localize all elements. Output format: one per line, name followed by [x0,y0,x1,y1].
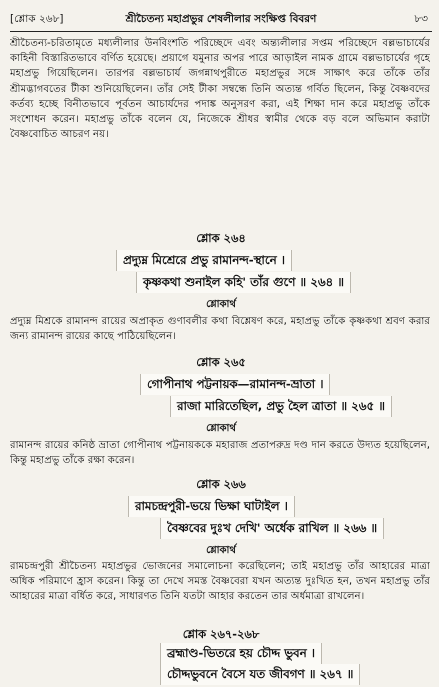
running-header [10,12,432,28]
verse-text [10,496,432,540]
verse-heading: শ্লোক ২৬৪ [196,231,246,245]
intro-paragraph-text: শ্রীচৈতন্য-চরিতামৃতে মধ্যলীলার উনবিংশতি পরিচ্ছেদে এবং অন্ত্যলীলার সপ্তম পরিচ্ছেদে বল্লভাচার্যের কাহিনী বিস্তারিতভাবে বর্ণিত হয়েছে। প্রয়াগে যমুনার অপর পারে আড়াইল নামক গ্রামে বল্লভাচার্যের গৃহে মহাপ্রভু গিয়েছিলেন। তারপর বল্লভাচার্য জগন্নাথপুরীতে মহাপ্রভুর সঙ্গে সাক্ষাৎ করে তাঁকে তাঁর শ্রীমদ্ভাগবতের টীকা শুনিয়েছিলেন। তাঁর সেই টীকা সম্বন্ধে তিনি অত্যন্ত গর্বিত ছিলেন, কিন্তু বৈষ্ণবদের কর্তব্য হচ্ছে বিনীতভাবে পূর্বতন আচার্যদের পদাঙ্ক অনুসরণ করা, এই শিক্ষা দান করে মহাপ্রভু তাঁকে সংশোধন করেন। মহাপ্রভু তাঁকে বলেন যে, নিজেকে শ্রীধর স্বামীর থেকে বড় বলে অভিমান করাটা বৈষ্ণবোচিত আচরণ নয়। [10,38,430,141]
verse-text [10,374,432,418]
verse-text [10,250,432,294]
translation-text: প্রদ্যুম্ন মিশ্রকে রামানন্দ রায়ের অপ্রাকৃত গুণাবলীর কথা বিশ্লেষণ করে, মহাপ্রভু তাঁকে কৃষ্ণকথা শ্রবণ করার জন্য রামানন্দ রায়ের কাছে পাঠিয়েছিলেন। [10,316,430,343]
verse-line: গোপীনাথ পট্টনায়ক—রামানন্দ-ভ্রাতা । [140,374,330,395]
intro-paragraph [10,36,430,222]
translation-paragraph [10,559,430,621]
verse-line: প্রদ্যুম্ন মিশ্রেরে প্রভু রামানন্দ-স্থানে । [116,250,292,271]
verse-line: রাজা মারিতেছিল, প্রভু হৈল ত্রাতা ॥ ২৬৫ ॥ [170,396,392,417]
verse-line: রামচন্দ্রপুরী-ভয়ে ভিক্ষা ঘাটাইল । [128,496,295,517]
verse-line: ব্রহ্মাণ্ড-ভিতরে হয় চৌদ্দ ভুবন । [160,643,322,664]
page-number: ৮৩ [414,13,428,25]
verse-line: বৈষ্ণবের দুঃখ দেখি' অর্ধেক রাখিল ॥ ২৬৬ ॥ [160,518,384,539]
translation-label: শ্লোকার্থ [206,299,236,310]
translation-text: রামানন্দ রায়ের কনিষ্ঠ ভ্রাতা গোপীনাথ পট্টনায়ককে মহারাজ প্রতাপরুদ্র দণ্ড দান করতে উদ্যত হয়েছিলেন, কিন্তু মহাপ্রভু তাঁকে রক্ষা করেন। [10,440,430,467]
verse-heading: শ্লোক ২৬৫ [196,355,246,369]
book-page [10,0,432,687]
header-verse-ref: [শ্লোক ২৬৮] [10,13,64,25]
verse-line: চৌদ্দভুবনে বৈসে যত জীবগণ ॥ ২৬৭ ॥ [160,664,360,685]
translation-text: রামচন্দ্রপুরী শ্রীচৈতন্য মহাপ্রভুর ভোজনের সমালোচনা করেছিলেন; তাই মহাপ্রভু তাঁর আহারের মাত্রা অধিক পরিমাণে হ্রাস করেন। কিন্তু তা দেখে সমস্ত বৈষ্ণবেরা যখন অত্যন্ত দুঃখিত হন, তখন মহাপ্রভু তাঁর আহারের মাত্রা বর্ধিত করে, সাধারণত তিনি যতটা আহার করতেন তার অর্ধমাত্রা রাখলেন। [10,561,430,603]
verse-text [10,643,432,687]
translation-label: শ্লোকার্থ [206,545,236,556]
header-rule [10,31,432,32]
verse-heading: শ্লোক ২৬৭-২৬৮ [182,627,260,641]
translation-paragraph [10,438,430,470]
translation-label: শ্লোকার্থ [206,423,236,434]
verse-line: কৃষ্ণকথা শুনাইল কহি' তাঁর গুণে ॥ ২৬৪ ॥ [136,272,351,293]
verse-heading: শ্লোক ২৬৬ [196,477,246,491]
header-title: শ্রীচৈতন্য মহাপ্রভুর শেষলীলার সংক্ষিপ্ত বিবরণ [125,13,317,25]
translation-paragraph [10,314,430,346]
